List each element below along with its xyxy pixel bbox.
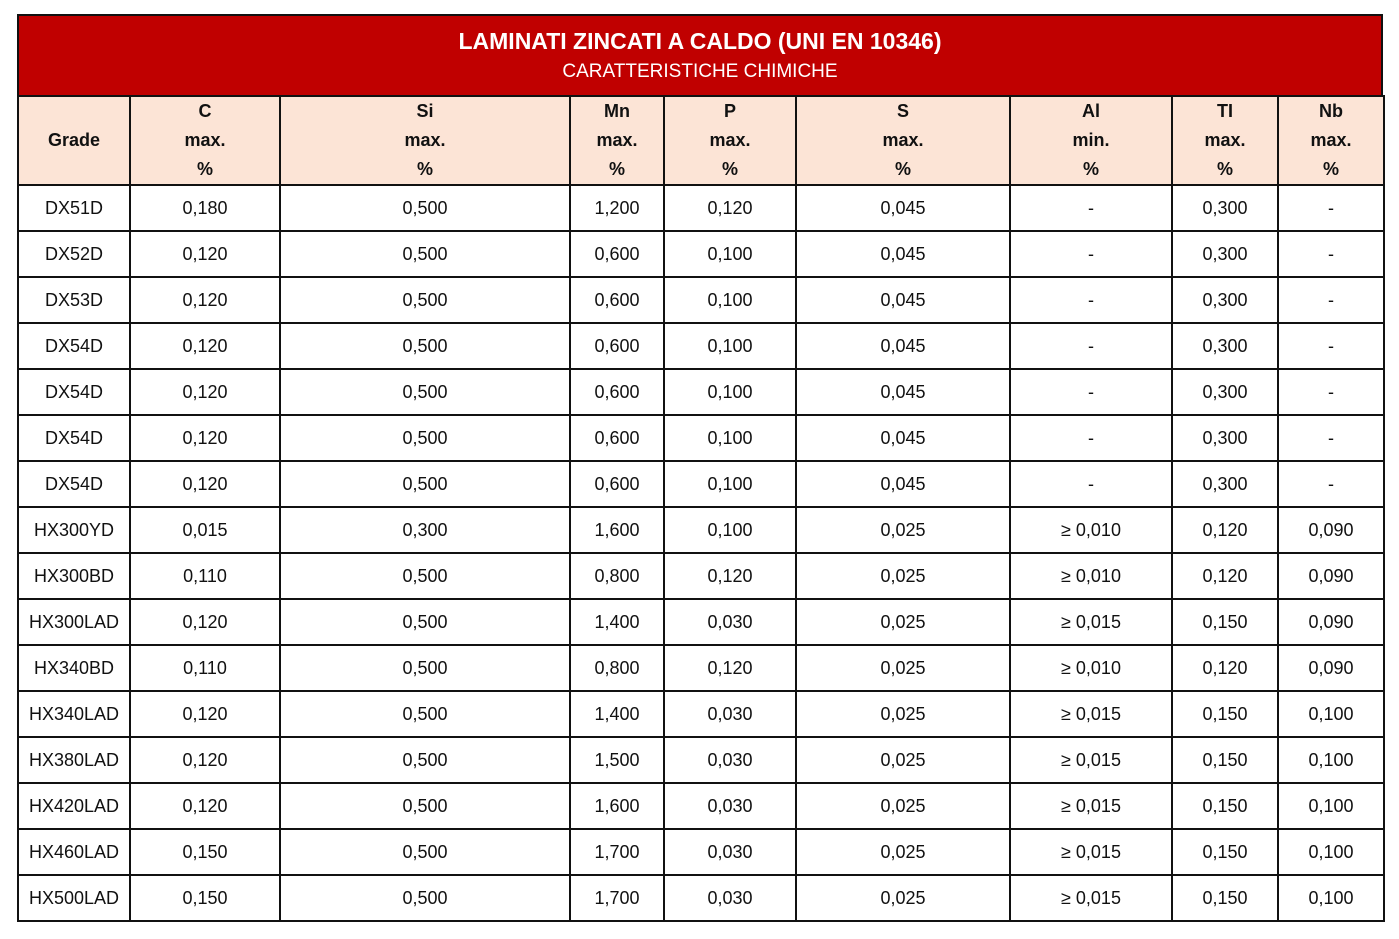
value-cell: -: [1278, 369, 1384, 415]
value-cell: 0,300: [1172, 369, 1278, 415]
header-col-c: [130, 96, 280, 185]
value-cell: ≥ 0,010: [1010, 507, 1172, 553]
value-cell: 0,025: [796, 783, 1010, 829]
value-cell: 0,100: [664, 277, 796, 323]
value-cell: 0,030: [664, 875, 796, 921]
value-cell: -: [1278, 415, 1384, 461]
value-cell: 0,025: [796, 553, 1010, 599]
value-cell: 1,400: [570, 691, 664, 737]
value-cell: 0,600: [570, 415, 664, 461]
value-cell: 0,045: [796, 231, 1010, 277]
grade-cell: DX54D: [18, 461, 130, 507]
value-cell: 0,500: [280, 599, 570, 645]
value-cell: 0,100: [664, 507, 796, 553]
value-cell: 0,120: [130, 461, 280, 507]
grade-cell: HX500LAD: [18, 875, 130, 921]
value-cell: 0,120: [130, 231, 280, 277]
grade-cell: HX380LAD: [18, 737, 130, 783]
table-row: [18, 323, 1384, 369]
value-cell: 0,300: [1172, 461, 1278, 507]
value-cell: 0,300: [1172, 415, 1278, 461]
header-limit: max.: [709, 130, 751, 150]
value-cell: 0,100: [1278, 829, 1384, 875]
value-cell: 0,500: [280, 231, 570, 277]
header-limit: max.: [1310, 130, 1352, 150]
value-cell: -: [1010, 277, 1172, 323]
value-cell: 0,100: [664, 231, 796, 277]
value-cell: 0,150: [1172, 829, 1278, 875]
value-cell: 0,100: [1278, 875, 1384, 921]
value-cell: 0,025: [796, 737, 1010, 783]
value-cell: -: [1010, 461, 1172, 507]
value-cell: ≥ 0,015: [1010, 691, 1172, 737]
table-row: [18, 277, 1384, 323]
value-cell: 0,120: [130, 737, 280, 783]
value-cell: 0,300: [280, 507, 570, 553]
value-cell: 1,700: [570, 875, 664, 921]
value-cell: 0,090: [1278, 507, 1384, 553]
header-unit: %: [608, 159, 625, 179]
header-el: C: [198, 101, 212, 121]
table-row: [18, 415, 1384, 461]
value-cell: -: [1010, 415, 1172, 461]
value-cell: -: [1010, 185, 1172, 231]
header-el: Si: [416, 101, 434, 121]
value-cell: 0,045: [796, 185, 1010, 231]
value-cell: 0,045: [796, 323, 1010, 369]
table-row: [18, 783, 1384, 829]
value-cell: 0,120: [1172, 553, 1278, 599]
header-row: [18, 96, 1384, 185]
header-col-al: [1010, 96, 1172, 185]
value-cell: 1,400: [570, 599, 664, 645]
header-unit: %: [1216, 159, 1233, 179]
value-cell: 0,300: [1172, 185, 1278, 231]
value-cell: 0,120: [130, 323, 280, 369]
header-col-si: [280, 96, 570, 185]
value-cell: 0,120: [130, 415, 280, 461]
value-cell: 0,045: [796, 369, 1010, 415]
value-cell: 0,800: [570, 553, 664, 599]
header-unit: %: [196, 159, 213, 179]
table-row: [18, 737, 1384, 783]
table-row: [18, 553, 1384, 599]
value-cell: -: [1010, 369, 1172, 415]
value-cell: 0,120: [130, 277, 280, 323]
value-cell: 0,100: [664, 461, 796, 507]
value-cell: 1,200: [570, 185, 664, 231]
value-cell: 0,120: [130, 369, 280, 415]
value-cell: 0,030: [664, 737, 796, 783]
value-cell: 0,120: [664, 553, 796, 599]
header-limit: max.: [882, 130, 924, 150]
value-cell: 0,025: [796, 507, 1010, 553]
value-cell: 0,090: [1278, 599, 1384, 645]
header-el: Al: [1082, 101, 1100, 121]
table-row: [18, 231, 1384, 277]
header-limit: min.: [1072, 130, 1110, 150]
value-cell: 1,700: [570, 829, 664, 875]
value-cell: 0,090: [1278, 645, 1384, 691]
value-cell: 0,500: [280, 875, 570, 921]
value-cell: 0,100: [664, 415, 796, 461]
value-cell: 0,100: [1278, 737, 1384, 783]
grade-cell: HX300BD: [18, 553, 130, 599]
value-cell: 0,110: [130, 645, 280, 691]
header-limit: max.: [1204, 130, 1246, 150]
value-cell: 0,500: [280, 829, 570, 875]
grade-cell: DX54D: [18, 369, 130, 415]
table-row: [18, 599, 1384, 645]
value-cell: ≥ 0,015: [1010, 783, 1172, 829]
header-el: TI: [1217, 101, 1233, 121]
value-cell: ≥ 0,015: [1010, 599, 1172, 645]
value-cell: ≥ 0,015: [1010, 829, 1172, 875]
value-cell: 0,500: [280, 415, 570, 461]
value-cell: 0,045: [796, 461, 1010, 507]
grade-cell: DX53D: [18, 277, 130, 323]
value-cell: 0,150: [1172, 599, 1278, 645]
value-cell: -: [1278, 461, 1384, 507]
value-cell: 0,150: [1172, 691, 1278, 737]
value-cell: 0,120: [1172, 645, 1278, 691]
table-row: [18, 507, 1384, 553]
header-col-p: [664, 96, 796, 185]
grade-cell: DX54D: [18, 323, 130, 369]
value-cell: 1,600: [570, 783, 664, 829]
table-row: [18, 691, 1384, 737]
value-cell: ≥ 0,010: [1010, 553, 1172, 599]
value-cell: 0,300: [1172, 323, 1278, 369]
value-cell: 0,120: [130, 599, 280, 645]
value-cell: -: [1010, 323, 1172, 369]
header-el: Mn: [604, 101, 630, 121]
value-cell: 0,500: [280, 369, 570, 415]
value-cell: 0,025: [796, 875, 1010, 921]
grade-cell: DX51D: [18, 185, 130, 231]
value-cell: 0,600: [570, 323, 664, 369]
value-cell: 0,500: [280, 737, 570, 783]
table-title: LAMINATI ZINCATI A CALDO (UNI EN 10346): [458, 28, 942, 54]
value-cell: 0,600: [570, 231, 664, 277]
header-col-mn: [570, 96, 664, 185]
value-cell: 0,025: [796, 829, 1010, 875]
header-unit: %: [894, 159, 911, 179]
value-cell: 0,030: [664, 691, 796, 737]
value-cell: 0,500: [280, 553, 570, 599]
value-cell: 0,045: [796, 277, 1010, 323]
grade-cell: HX420LAD: [18, 783, 130, 829]
value-cell: 0,100: [664, 323, 796, 369]
grade-cell: HX340LAD: [18, 691, 130, 737]
value-cell: ≥ 0,010: [1010, 645, 1172, 691]
value-cell: 0,030: [664, 599, 796, 645]
value-cell: -: [1010, 231, 1172, 277]
value-cell: 0,800: [570, 645, 664, 691]
table-row: [18, 185, 1384, 231]
header-unit: %: [1082, 159, 1099, 179]
value-cell: 0,120: [130, 783, 280, 829]
value-cell: 0,500: [280, 277, 570, 323]
value-cell: 0,030: [664, 829, 796, 875]
value-cell: 0,120: [130, 691, 280, 737]
title-banner: [17, 14, 1383, 95]
header-el: P: [723, 101, 736, 121]
table-row: [18, 645, 1384, 691]
grade-cell: DX52D: [18, 231, 130, 277]
value-cell: 0,025: [796, 599, 1010, 645]
table-subtitle: CARATTERISTICHE CHIMICHE: [562, 61, 838, 82]
value-cell: ≥ 0,015: [1010, 875, 1172, 921]
value-cell: 0,300: [1172, 231, 1278, 277]
header-el: Nb: [1319, 101, 1343, 121]
header-unit: %: [721, 159, 738, 179]
value-cell: 0,100: [1278, 691, 1384, 737]
value-cell: 0,120: [664, 645, 796, 691]
value-cell: 0,500: [280, 691, 570, 737]
header-unit: %: [1322, 159, 1339, 179]
table-body: [18, 185, 1384, 921]
value-cell: 0,500: [280, 783, 570, 829]
value-cell: 0,110: [130, 553, 280, 599]
grade-cell: HX340BD: [18, 645, 130, 691]
value-cell: -: [1278, 277, 1384, 323]
value-cell: 0,500: [280, 185, 570, 231]
value-cell: 0,015: [130, 507, 280, 553]
value-cell: 0,600: [570, 369, 664, 415]
value-cell: 1,600: [570, 507, 664, 553]
value-cell: 0,180: [130, 185, 280, 231]
table-row: [18, 875, 1384, 921]
header-col-s: [796, 96, 1010, 185]
grade-cell: HX300LAD: [18, 599, 130, 645]
value-cell: 0,025: [796, 645, 1010, 691]
value-cell: 0,150: [1172, 875, 1278, 921]
value-cell: 0,600: [570, 461, 664, 507]
value-cell: -: [1278, 231, 1384, 277]
value-cell: 0,120: [1172, 507, 1278, 553]
header-col-ti: [1172, 96, 1278, 185]
value-cell: 0,100: [664, 369, 796, 415]
header-col-nb: [1278, 96, 1384, 185]
value-cell: -: [1278, 185, 1384, 231]
grade-cell: HX460LAD: [18, 829, 130, 875]
header-limit: max.: [404, 130, 446, 150]
table-row: [18, 461, 1384, 507]
grade-cell: HX300YD: [18, 507, 130, 553]
value-cell: 0,500: [280, 323, 570, 369]
value-cell: 0,500: [280, 461, 570, 507]
value-cell: 1,500: [570, 737, 664, 783]
composition-table: [17, 95, 1385, 922]
value-cell: 0,030: [664, 783, 796, 829]
header-limit: max.: [596, 130, 638, 150]
value-cell: 0,100: [1278, 783, 1384, 829]
value-cell: 0,150: [130, 829, 280, 875]
table-row: [18, 369, 1384, 415]
value-cell: 0,045: [796, 415, 1010, 461]
header-grade: Grade: [18, 96, 130, 185]
header-el: S: [896, 101, 909, 121]
value-cell: 0,150: [1172, 783, 1278, 829]
value-cell: 0,150: [130, 875, 280, 921]
value-cell: 0,090: [1278, 553, 1384, 599]
value-cell: 0,025: [796, 691, 1010, 737]
value-cell: 0,300: [1172, 277, 1278, 323]
value-cell: -: [1278, 323, 1384, 369]
value-cell: 0,150: [1172, 737, 1278, 783]
header-unit: %: [416, 159, 433, 179]
value-cell: 0,500: [280, 645, 570, 691]
grade-cell: DX54D: [18, 415, 130, 461]
chemical-table-sheet: [17, 14, 1383, 922]
value-cell: ≥ 0,015: [1010, 737, 1172, 783]
table-row: [18, 829, 1384, 875]
value-cell: 0,600: [570, 277, 664, 323]
value-cell: 0,120: [664, 185, 796, 231]
header-limit: max.: [184, 130, 226, 150]
